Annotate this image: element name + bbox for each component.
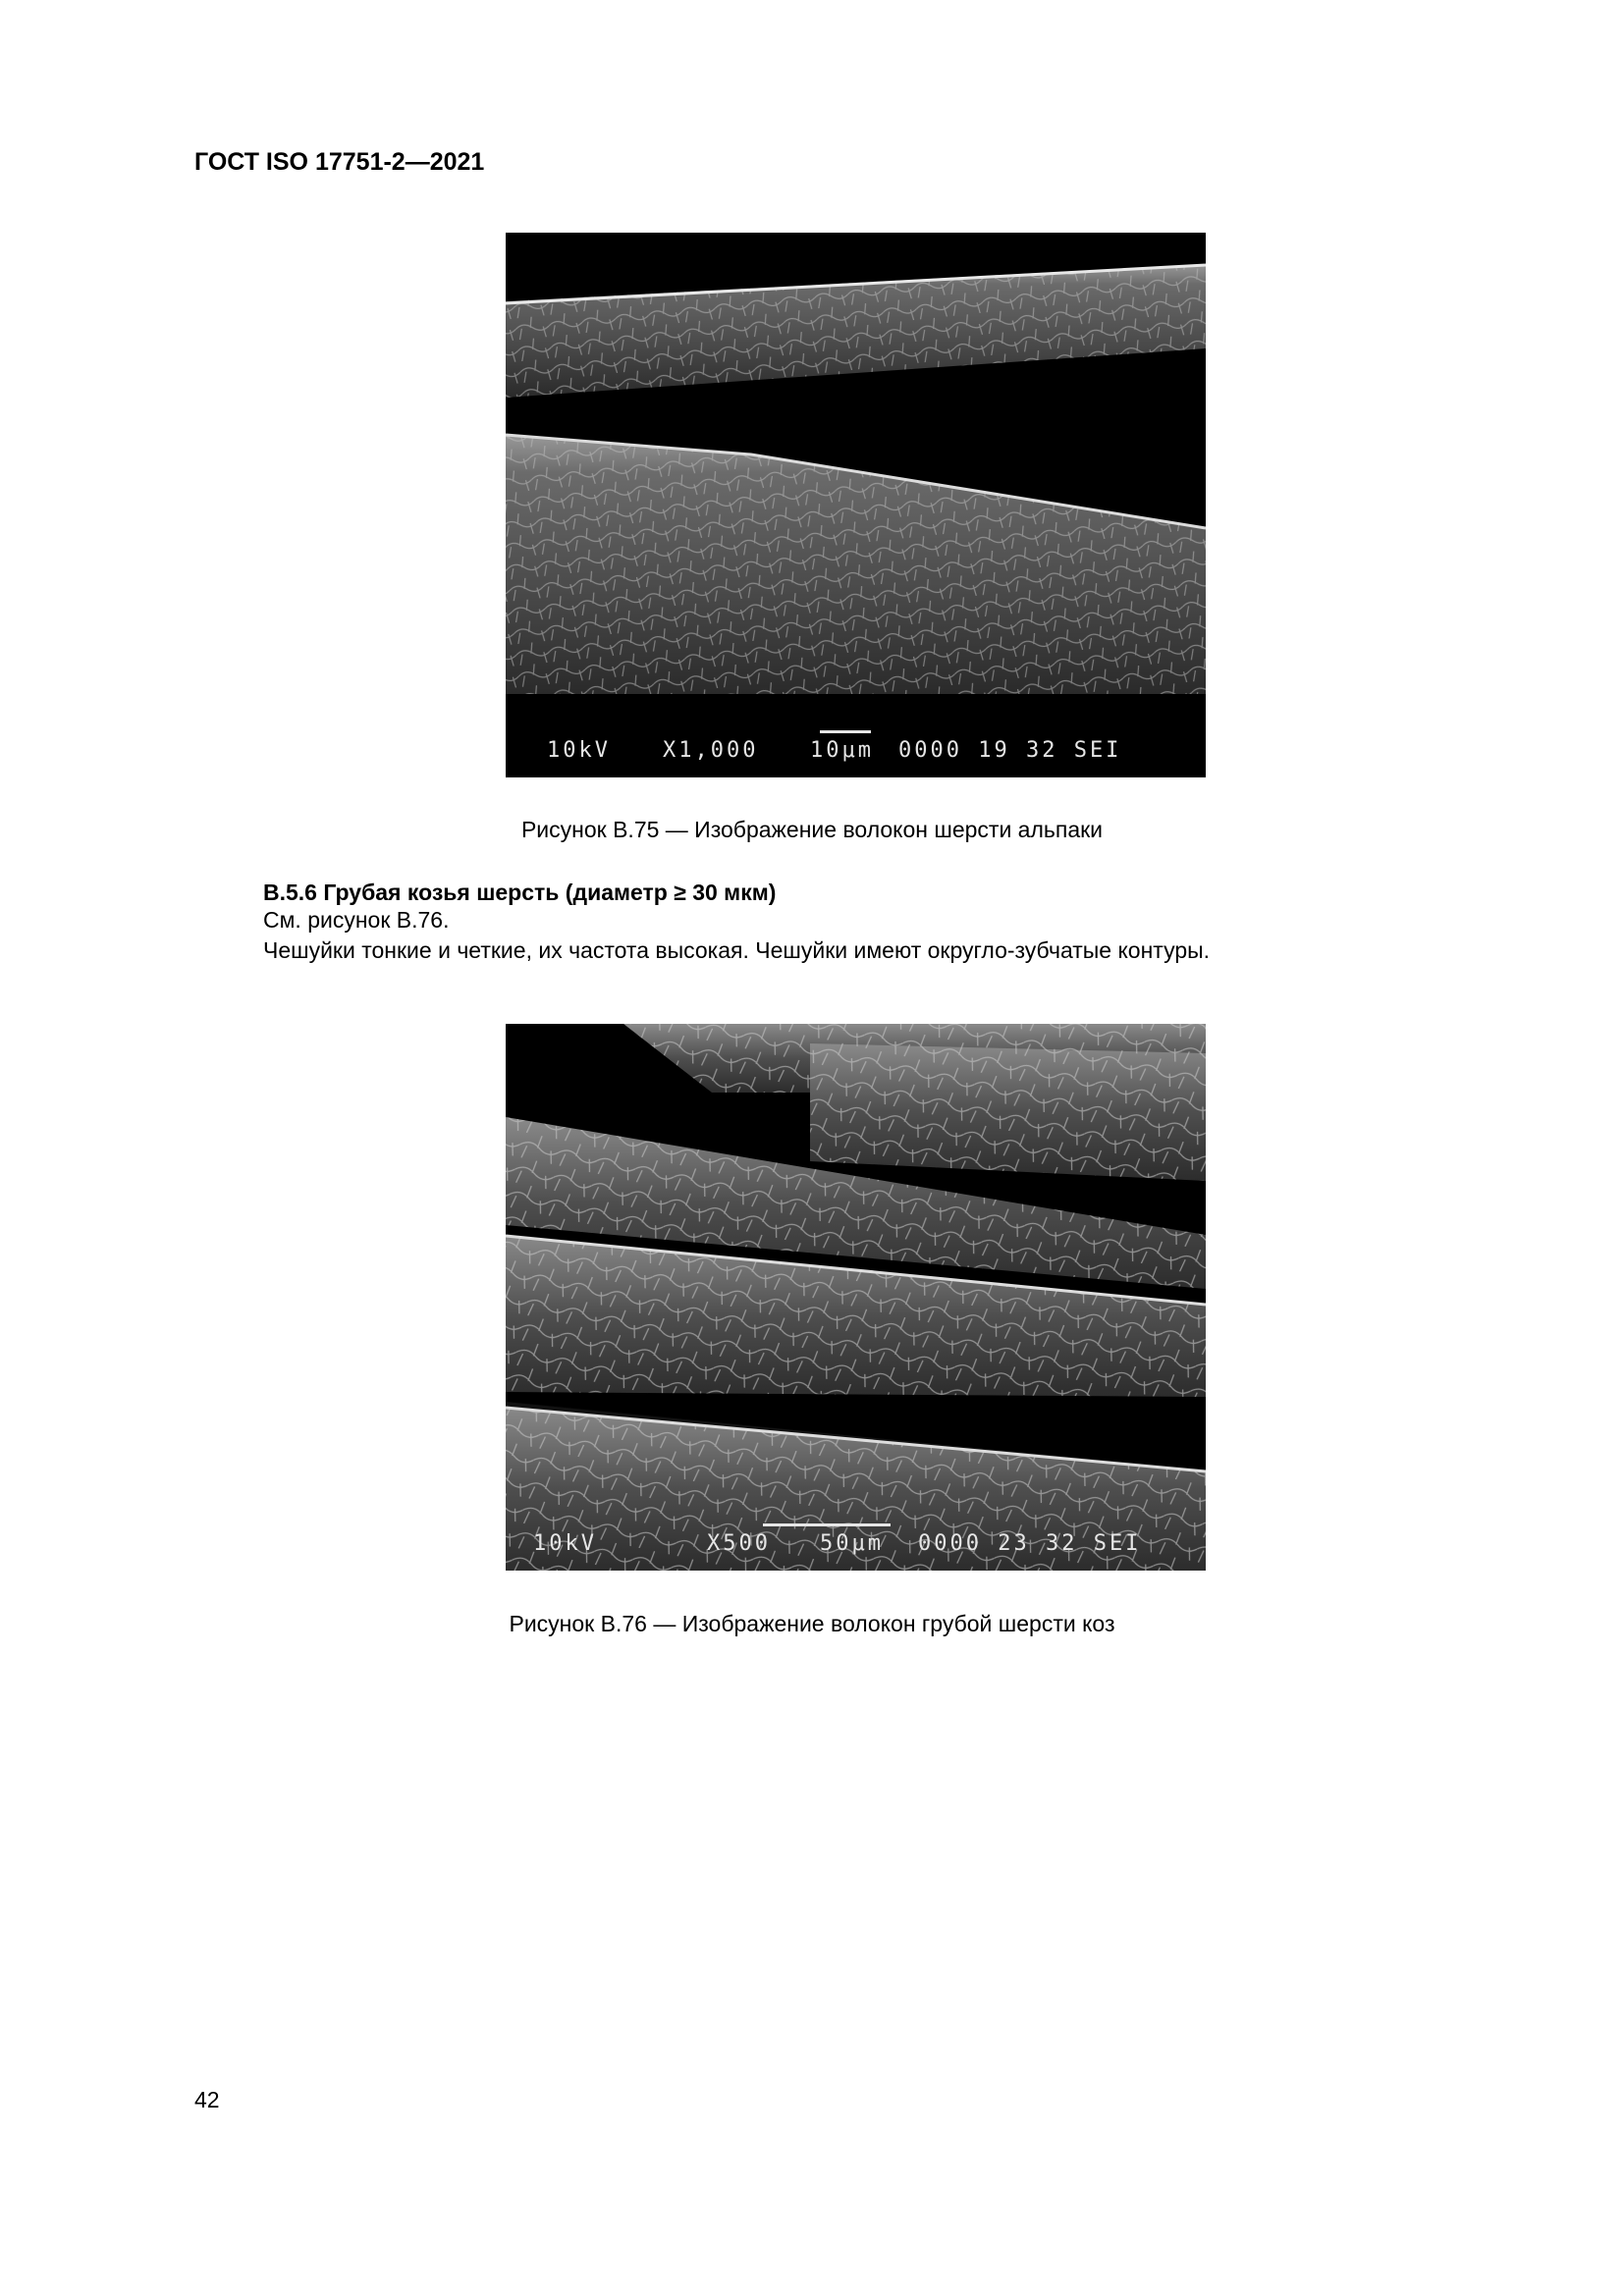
sem-image-alpaca-fibers	[506, 233, 1206, 777]
sem-magnification-label: X500	[707, 1531, 771, 1556]
sem-scale-label: 50μm	[820, 1531, 884, 1556]
sem-id-label: 0000 19 32 SEI	[898, 738, 1122, 763]
figure-reference: См. рисунок В.76.	[263, 907, 450, 933]
document-header: ГОСТ ISO 17751-2—2021	[194, 148, 485, 176]
figure-caption-b75: Рисунок В.75 — Изображение волокон шерсти альпаки	[520, 817, 1104, 842]
sem-voltage-label: 10kV	[547, 738, 611, 763]
sem-image-goat-fibers	[506, 1024, 1206, 1571]
sem-image-graphic	[506, 233, 1206, 777]
section-description: Чешуйки тонкие и четкие, их частота высокая. Чешуйки имеют округло-зубчатые контуры.	[263, 937, 1211, 963]
sem-info-bar	[506, 1520, 1206, 1571]
figure-caption-b76: Рисунок В.76 — Изображение волокон грубой шерсти коз	[509, 1611, 1115, 1636]
sem-scale-bar	[763, 1523, 891, 1526]
sem-scale-label: 10μm	[810, 738, 874, 763]
page-number: 42	[194, 2087, 220, 2112]
sem-scale-bar	[820, 730, 871, 733]
sem-id-label: 0000 23 32 SEI	[918, 1531, 1142, 1556]
section-heading: В.5.6 Грубая козья шерсть (диаметр ≥ 30 мкм)	[263, 880, 777, 905]
sem-voltage-label: 10kV	[533, 1531, 597, 1556]
sem-image-graphic	[506, 1024, 1206, 1571]
sem-magnification-label: X1,000	[663, 738, 759, 763]
sem-info-bar	[506, 726, 1206, 777]
